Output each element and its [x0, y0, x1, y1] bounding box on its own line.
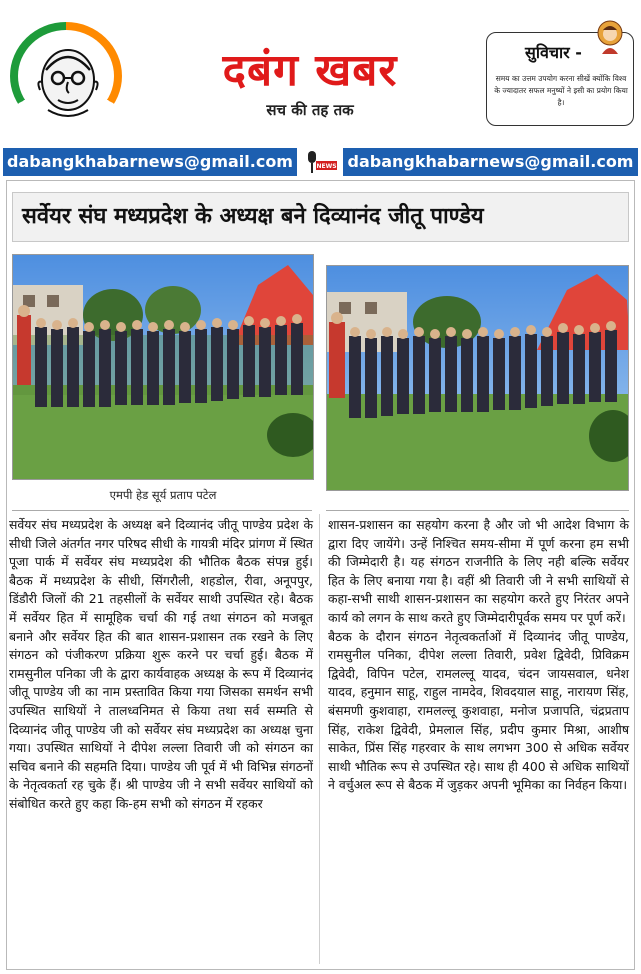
brand-title: दबंग खबर — [222, 45, 398, 96]
brand-tagline: सच की तह तक — [266, 101, 354, 119]
article-headline: सर्वेयर संघ मध्यप्रदेश के अध्यक्ष बने दिव्यानंद जीतू पाण्डेय — [22, 204, 484, 229]
article-paragraph: शासन-प्रशासन का सहयोग करना है और जो भी आदेश विभाग के द्वारा दिए जायेंगे। उन्हें निश्चित समय-सीमा में पूर्ण करना हम सभी की जिम्मेदारी है। यह संगठन राजनीति के लिए नही बल्कि सर्वेयर हित के लिए बनाया गया है। वहीं श्री तिवारी जी ने सभी साथियों से कहा-सभी साथी शासन-प्रशासन का सहयोग करते हुए निरंतर अपने कार्य को लगन के साथ करते हुए जिम्मेदारीपूर्वक समय पर पूर्ण करें। — [328, 517, 629, 625]
gandhi-logo-icon — [10, 22, 122, 130]
email-right[interactable]: dabangkhabarnews@gmail.com — [343, 148, 638, 176]
mic-badge-label: NEWS — [316, 163, 337, 170]
group-photo-right — [326, 265, 629, 491]
divider — [326, 510, 629, 511]
group-photo-left — [12, 254, 314, 480]
column-divider — [319, 514, 320, 964]
divider — [12, 510, 312, 511]
email-left[interactable]: dabangkhabarnews@gmail.com — [3, 148, 297, 176]
quote-text: समय का उत्तम उपयोग करना सीखें क्योंकि विश्व के ज्यादातर सफल मनुष्यों ने इसी का प्रयोग किया है। — [494, 74, 628, 107]
article-paragraph: सर्वेयर संघ मध्यप्रदेश के अध्यक्ष बने दिव्यानंद जीतू पाण्डेय प्रदेश के सीधी जिले अंतर्गत नगर परिषद सीधी के गायत्री मंदिर प्रांगण में स्थित पूजा पार्क में सर्वेयर संघ मध्यप्रदेश की भौतिक बैठक संपन्न हुई। बैठक में मध्यप्रदेश के सीधी, सिंगरौली, शहडोल, रीवा, अनूपपुर, डिंडौरी जिलों की 21 तहसीलों के सर्वेयर साथी उपस्थित रहे। बैठक में सर्वेयर हित में सामूहिक चर्चा की गई तथा संगठन को मजबूत बनाने और सर्वेयर हित की बात शासन-प्रशासन तक रखने के लिए संगठन को पंजीकरण प्रक्रिया शुरू करने पर चर्चा हुई। बैठक में रामसुनील पनिका जी के द्वारा कार्यवाहक अध्यक्ष के रूप में दिव्यानंद जीतू पाण्डेय जी का नाम प्रस्तावित किया गया जिसका समर्थन सभी उपस्थित साथियों ने तालध्वनिमत से किया तथा सर्व सम्मति से दिव्यानंद जीतू पाण्डेय जी को सर्वेयर संघ मध्यप्रदेश का अध्यक्ष चुना गया। उपस्थित साथियों ने दीपेश लल्ला तिवारी जी को संगठन का सचिव बनाने की सहमति दिया। पाण्डेय जी पूर्व में भी विभिन्न संगठनों के नेतृत्वकर्ता रह चुके हैं। श्री पाण्डेय जी ने सभी सर्वेयर साथियों को संबोधित करते हुए कहा कि-हम सभी को संगठन में रहकर — [9, 517, 313, 811]
news-mic-icon — [306, 149, 338, 175]
article-paragraph: बैठक के दौरान संगठन नेतृत्वकर्ताओं में दिव्यानंद जीतू पाण्डेय, रामसुनील पनिका, दीपेश लल्ला तिवारी, प्रवेश द्विवेदी, प्रिविक्रम द्विवेदी, विपिन पटेल, रामलल्लू यादव, चंदन जायसवाल, धनेश यादव, हनुमान साहू, राहुल नामदेव, शिवदयाल साहू, नारायण सिंह, बंसमणी कुशवाहा, रामलल्लू कुशवाहा, मनोज प्रजापति, चंद्रप्रताप सिंह, राकेश द्विवेदी, प्रेमलाल सिंह, प्रदीप कुमार मिश्रा, आशीष साकेत, प्रिंस सिंह गहरवार के साथ लगभग 300 से अधिक सर्वेयर साथी भौतिक रूप से उपस्थित रहे। साथ ही 400 से अधिक साथियों ने वर्चुअल रूप से बैठक में जुड़कर अपनी भूमिका का निर्वहन किया। — [328, 628, 629, 793]
quote-avatar-icon — [596, 20, 624, 54]
contact-bar — [3, 148, 638, 176]
photo-caption: एमपी हेड सूर्य प्रताप पटेल — [109, 488, 217, 502]
article-column-left — [9, 516, 313, 814]
article-column-right — [328, 516, 629, 795]
quote-title: सुविचार - — [525, 43, 582, 62]
